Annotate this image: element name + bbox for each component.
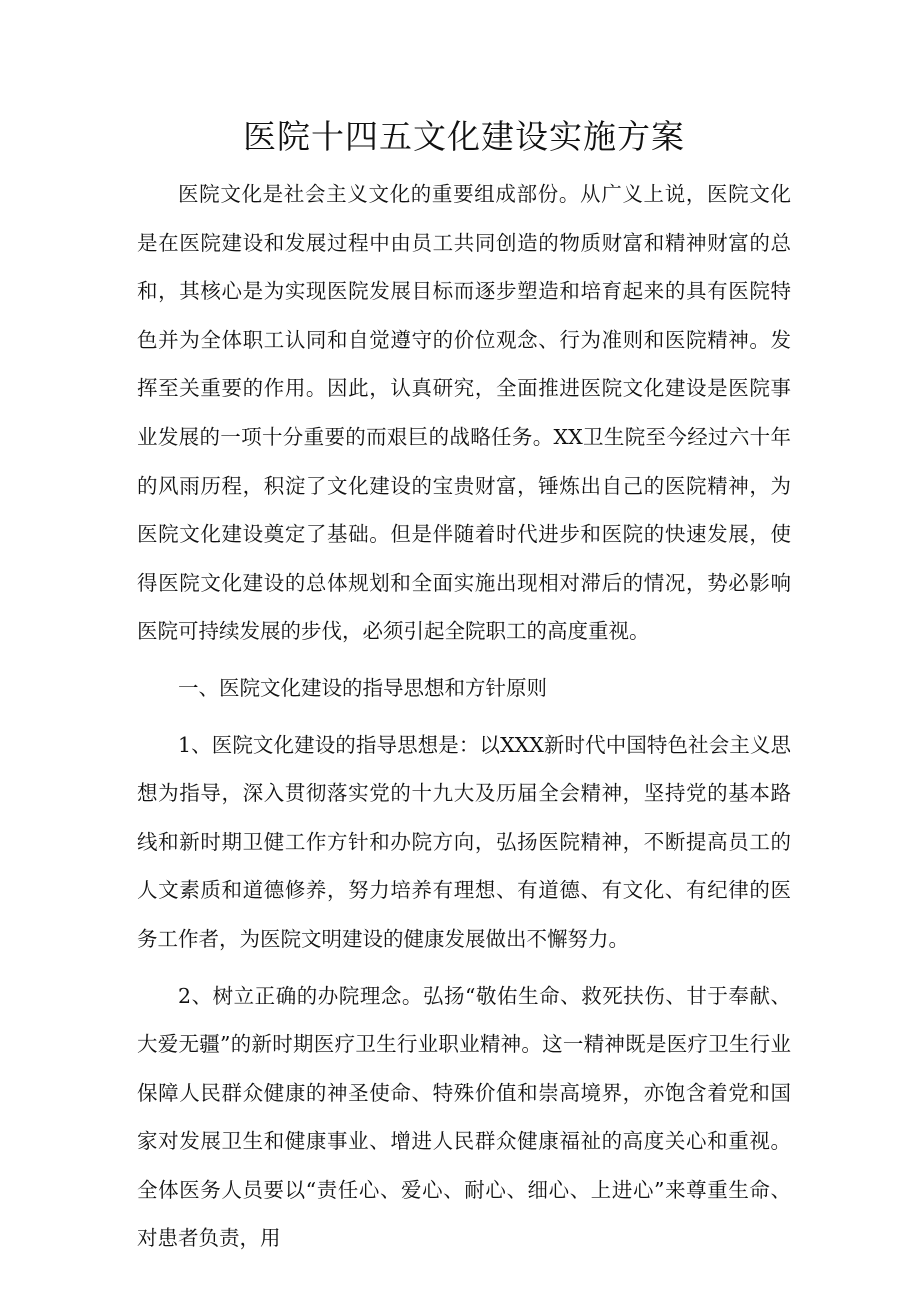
point-1-paragraph: 1、医院文化建设的指导思想是：以XXX新时代中国特色社会主义思想为指导，深入贯彻落实党的十九大及历届全会精神，坚持党的基本路线和新时期卫健工作方针和办院方向，弘扬医院精神，不断提高员工的人文素质和道德修养，努力培养有理想、有道德、有文化、有纪律的医务工作者，为医院文明建设的健康发展做出不懈努力。: [137, 732, 791, 951]
point-2-paragraph: 2、树立正确的办院理念。弘扬“敬佑生命、救死扶伤、甘于奉献、大爱无疆”的新时期医疗卫生行业职业精神。这一精神既是医疗卫生行业保障人民群众健康的神圣使命、特殊价值和崇高境界，亦饱含着党和国家对发展卫生和健康事业、增进人民群众健康福祉的高度关心和重视。全体医务人员要以“责任心、爱心、耐心、细心、上进心”来尊重生命、对患者负责，用: [137, 983, 791, 1251]
section-heading: 一、医院文化建设的指导思想和方针原则: [178, 675, 547, 700]
document-page: [137, 112, 791, 1263]
paragraph-gap: [137, 964, 791, 972]
intro-paragraph: 医院文化是社会主义文化的重要组成部份。从广义上说，医院文化是在医院建设和发展过程中由员工共同创造的物质财富和精神财富的总和，其核心是为实现医院发展目标而逐步塑造和培育起来的具有医院特色并为全体职工认同和自觉遵守的价位观念、行为准则和医院精神。发挥至关重要的作用。因此，认真研究，全面推进医院文化建设是医院事业发展的一项十分重要的而艰巨的战略任务。XX卫生院至今经过六十年的风雨历程，积淀了文化建设的宝贵财富，锤炼出自己的医院精神，为医院文化建设奠定了基础。但是伴随着时代进步和医院的快速发展，使得医院文化建设的总体规划和全面实施出现相对滞后的情况，势必影响医院可持续发展的步伐，必须引起全院职工的高度重视。: [137, 182, 791, 644]
document-title: 医院十四五文化建设实施方案: [243, 117, 685, 156]
paragraph-gap: [137, 656, 791, 664]
paragraph-gap: [137, 713, 791, 721]
